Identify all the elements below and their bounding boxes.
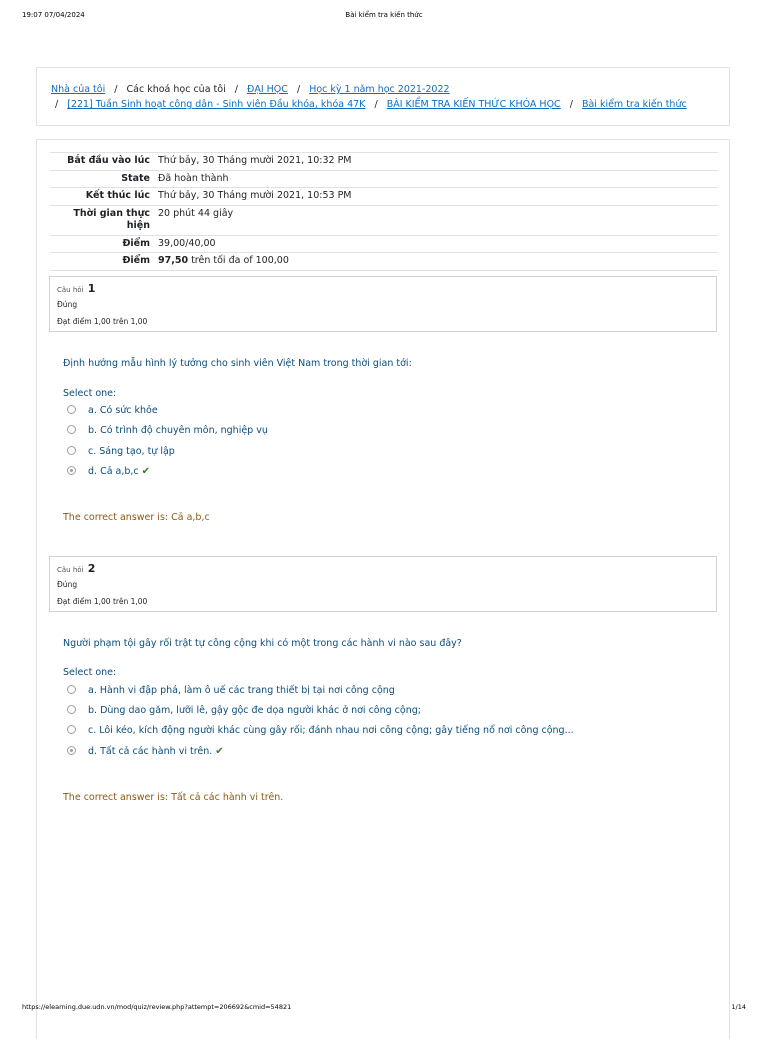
- check-icon: ✔: [215, 746, 224, 757]
- attempt-summary-table: [50, 152, 718, 271]
- breadcrumb-section-link[interactable]: BÀI KIỂM TRA KIẾN THỨC KHÓA HỌC: [386, 99, 561, 110]
- question-grade: Đạt điểm 1,00 trên 1,00: [57, 317, 148, 326]
- option-label: d. Tất cả các hành vi trên.: [88, 746, 213, 757]
- correct-answer-feedback: The correct answer is: Cả a,b,c: [63, 512, 210, 523]
- summary-value: 39,00/40,00: [154, 235, 718, 253]
- breadcrumb: [36, 67, 730, 126]
- option-label: b. Dùng dao găm, lưỡi lê, gậy gộc đe dọa người khác ở nơi công cộng;: [88, 705, 421, 716]
- summary-label: Thời gian thực hiện: [50, 205, 154, 235]
- breadcrumb-quiz-link[interactable]: Bài kiểm tra kiến thức: [581, 99, 687, 110]
- answer-option[interactable]: [67, 725, 574, 739]
- summary-value: [154, 253, 718, 271]
- answer-option[interactable]: [67, 425, 268, 439]
- question-prefix: Câu hỏi: [57, 286, 84, 294]
- answer-option[interactable]: [67, 685, 395, 699]
- answer-option-selected[interactable]: [67, 466, 150, 480]
- check-icon: ✔: [141, 466, 151, 477]
- option-label: c. Sáng tạo, tự lập: [88, 446, 175, 457]
- radio-button[interactable]: [67, 405, 76, 414]
- option-label: a. Hành vi đập phá, làm ô uế các trang thiết bị tại nơi công cộng: [88, 685, 395, 696]
- question-number-value: 1: [87, 282, 96, 295]
- option-label: d. Cả a,b,c: [88, 466, 139, 477]
- radio-button[interactable]: [67, 725, 76, 734]
- question-prefix: Câu hỏi: [57, 566, 84, 574]
- option-label: a. Có sức khỏe: [88, 405, 158, 416]
- breadcrumb-separator: /: [374, 99, 378, 110]
- radio-button[interactable]: [67, 685, 76, 694]
- summary-row-marks: [50, 235, 718, 253]
- answer-option[interactable]: [67, 405, 158, 419]
- question-state: Đúng: [57, 300, 78, 309]
- question-state: Đúng: [57, 580, 78, 589]
- summary-value: 20 phút 44 giây: [154, 205, 718, 235]
- summary-label: Điểm: [50, 253, 154, 271]
- breadcrumb-level-link[interactable]: ĐẠI HỌC: [246, 84, 288, 95]
- breadcrumb-separator: /: [55, 99, 59, 110]
- breadcrumb-separator: /: [296, 84, 301, 95]
- question-grade: Đạt điểm 1,00 trên 1,00: [57, 597, 148, 606]
- summary-label: State: [50, 170, 154, 188]
- print-datetime: 19:07 07/04/2024: [22, 11, 85, 19]
- summary-value: Thứ bảy, 30 Tháng mười 2021, 10:32 PM: [154, 153, 718, 171]
- summary-label: Bắt đầu vào lúc: [50, 153, 154, 171]
- answer-option[interactable]: [67, 446, 175, 460]
- question-number: [57, 282, 95, 295]
- correct-answer-feedback: The correct answer is: Tất cả các hành vi trên.: [63, 792, 284, 803]
- question-number-value: 2: [87, 562, 96, 575]
- question-text: Người phạm tội gây rối trật tự công cộng khi có một trong các hành vi nào sau đây?: [63, 638, 462, 649]
- summary-row-completed: [50, 188, 718, 206]
- summary-label: Điểm: [50, 235, 154, 253]
- breadcrumb-home-link[interactable]: Nhà của tôi: [51, 84, 106, 95]
- radio-button[interactable]: [67, 446, 76, 455]
- summary-row-state: [50, 170, 718, 188]
- answer-option[interactable]: [67, 705, 421, 719]
- summary-value: Thứ bảy, 30 Tháng mười 2021, 10:53 PM: [154, 188, 718, 206]
- question-info-box: [49, 276, 717, 332]
- answer-option-selected[interactable]: [67, 746, 224, 760]
- breadcrumb-separator: /: [114, 84, 118, 95]
- radio-button[interactable]: [67, 705, 76, 714]
- select-one-label: Select one:: [63, 667, 117, 678]
- print-url: https://elearning.due.udn.vn/mod/quiz/review.php?attempt=206692&cmid=54821: [22, 1003, 292, 1011]
- print-page-title: Bài kiểm tra kiến thức: [345, 11, 423, 19]
- breadcrumb-separator: /: [234, 84, 238, 95]
- summary-row-started: [50, 153, 718, 171]
- breadcrumb-term-link[interactable]: Học kỳ 1 năm học 2021-2022: [309, 84, 450, 95]
- grade-suffix: trên tối đa of 100,00: [188, 255, 289, 266]
- breadcrumb-separator: /: [569, 99, 573, 110]
- radio-button-checked[interactable]: [67, 746, 76, 755]
- question-number: [57, 562, 95, 575]
- grade-score: 97,50: [158, 255, 189, 266]
- print-page-number: 1/14: [731, 1003, 746, 1011]
- option-label: c. Lôi kéo, kích động người khác cùng gây rối; đánh nhau nơi công cộng; gây tiếng nổ nơi công cộng...: [88, 725, 574, 736]
- breadcrumb-my-courses: Các khoá học của tôi: [126, 84, 226, 95]
- summary-row-grade: [50, 253, 718, 271]
- option-label: b. Có trình độ chuyên môn, nghiệp vụ: [88, 425, 268, 436]
- radio-button[interactable]: [67, 425, 76, 434]
- select-one-label: Select one:: [63, 388, 117, 399]
- summary-label: Kết thúc lúc: [50, 188, 154, 206]
- question-text: Định hướng mẫu hình lý tưởng cho sinh viên Việt Nam trong thời gian tới:: [63, 358, 412, 369]
- question-info-box: [49, 556, 717, 612]
- breadcrumb-course-link[interactable]: [221] Tuần Sinh hoạt công dân - Sinh viên Đầu khóa, khóa 47K: [67, 99, 366, 110]
- summary-value: Đã hoàn thành: [154, 170, 718, 188]
- summary-row-time: [50, 205, 718, 235]
- radio-button-checked[interactable]: [67, 466, 76, 475]
